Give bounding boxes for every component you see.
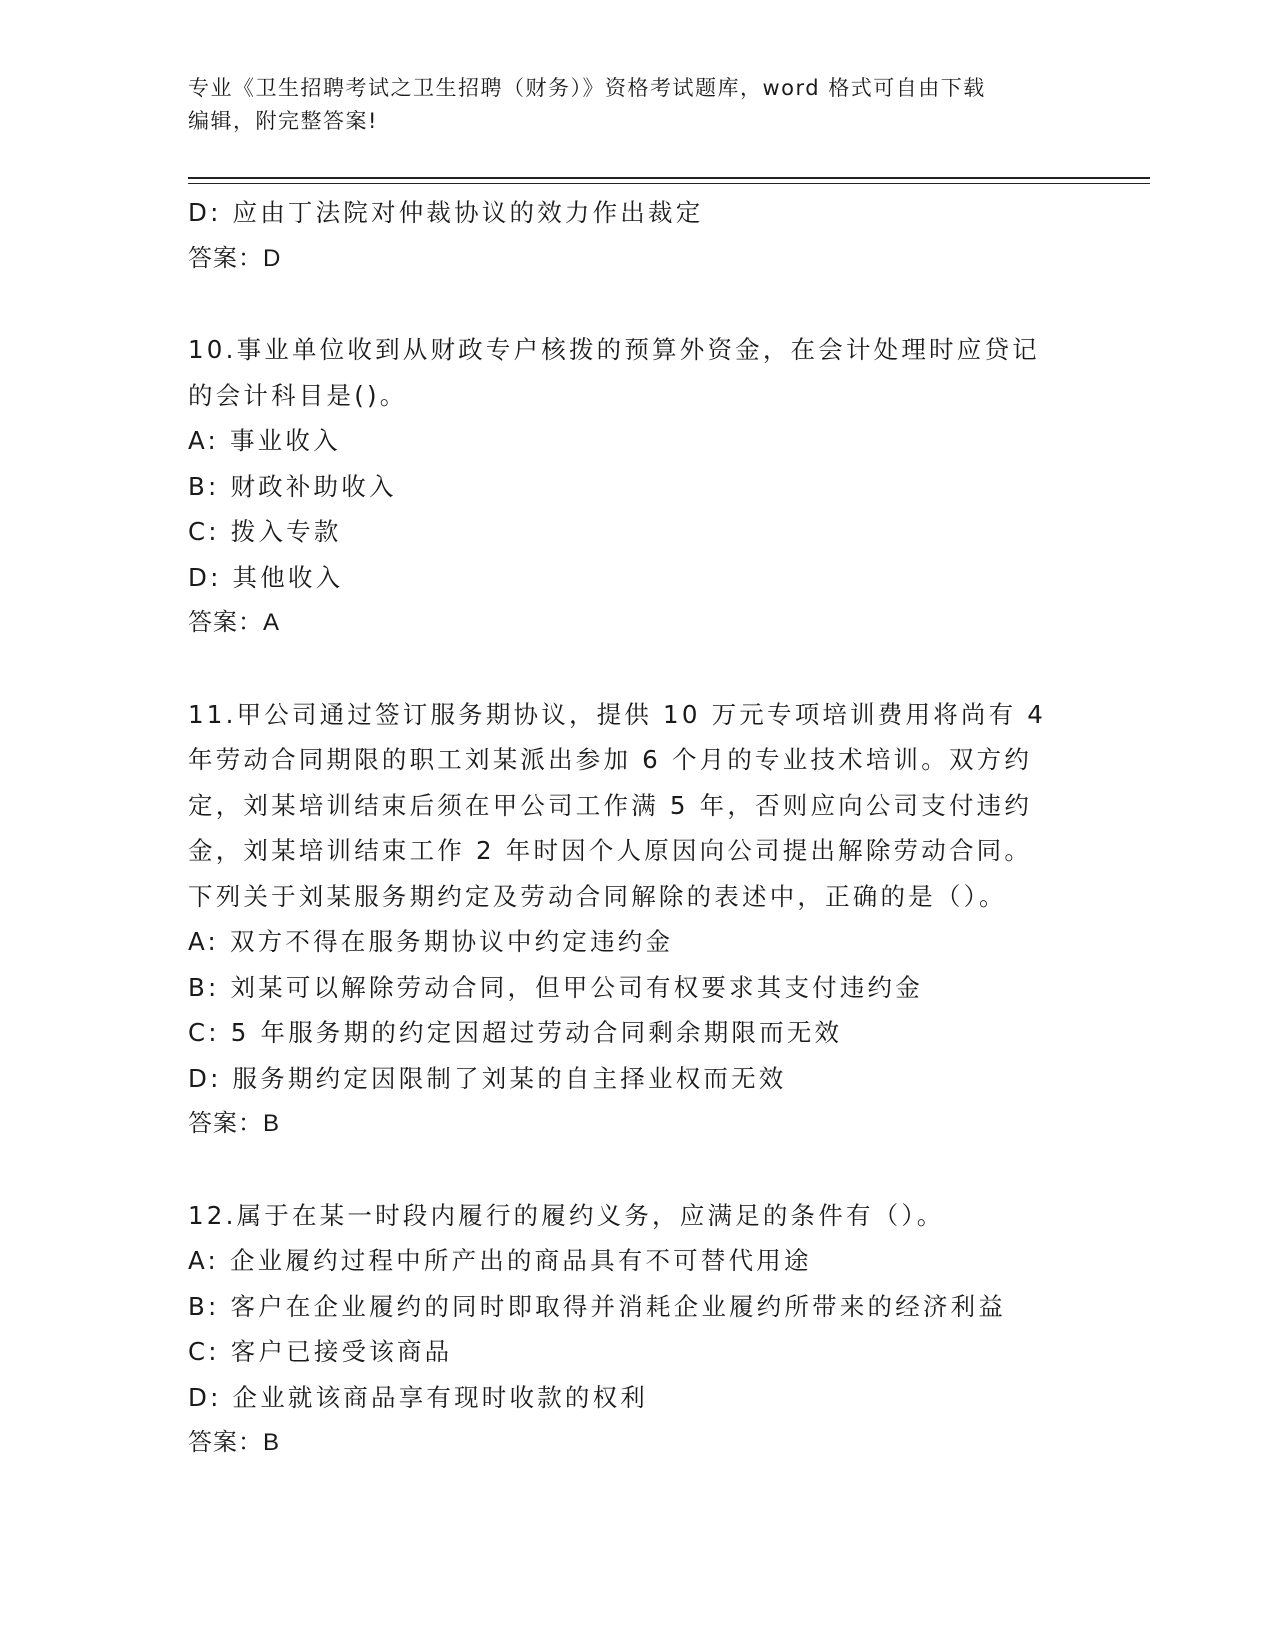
answer-label: 答案：A bbox=[188, 609, 281, 636]
option-a: A: 企业履约过程中所产出的商品具有不可替代用途 bbox=[188, 1246, 812, 1275]
option-b: B: 客户在企业履约的同时即取得并消耗企业履约所带来的经济利益 bbox=[188, 1291, 1007, 1321]
question-block-11 bbox=[188, 692, 1088, 1147]
header-line-2: 编辑，附完整答案! bbox=[188, 109, 378, 133]
question-text-line: 定，刘某培训结束后须在甲公司工作满 5 年，否则应向公司支付违约 bbox=[188, 790, 1033, 820]
question-text-line: 年劳动合同期限的职工刘某派出参加 6 个月的专业技术培训。双方约 bbox=[188, 745, 1033, 774]
header-divider bbox=[188, 177, 1150, 179]
option-c: C: 5 年服务期的约定因超过劳动合同剩余期限而无效 bbox=[188, 1018, 843, 1047]
question-list bbox=[188, 190, 1088, 1466]
answer-label: 答案：B bbox=[188, 1110, 281, 1137]
header-line-1: 专业《卫生招聘考试之卫生招聘（财务）》资格考试题库，word 格式可自由下载 bbox=[188, 76, 986, 100]
answer-label: 答案：D bbox=[188, 244, 282, 272]
option-d: D: 应由丁法院对仲裁协议的效力作出裁定 bbox=[188, 198, 704, 227]
question-block-12 bbox=[188, 1193, 1088, 1466]
option-a: A: 事业收入 bbox=[188, 426, 341, 455]
question-text-line: 金，刘某培训结束工作 2 年时因个人原因向公司提出解除劳动合同。 bbox=[188, 836, 1033, 865]
question-text-line: 的会计科目是()。 bbox=[188, 380, 408, 410]
option-c: C: 拨入专款 bbox=[188, 517, 342, 546]
document-header bbox=[188, 72, 1068, 138]
option-d: D: 其他收入 bbox=[188, 562, 344, 592]
option-a: A: 双方不得在服务期协议中约定违约金 bbox=[188, 927, 674, 956]
question-text-line: 10.事业单位收到从财政专户核拨的预算外资金，在会计处理时应贷记 bbox=[188, 335, 1040, 364]
option-c: C: 客户已接受该商品 bbox=[188, 1337, 453, 1366]
header-divider-thin bbox=[188, 183, 1150, 184]
question-text-line: 下列关于刘某服务期约定及劳动合同解除的表述中，正确的是（）。 bbox=[188, 881, 1007, 911]
option-d: D: 服务期约定因限制了刘某的自主择业权而无效 bbox=[188, 1063, 787, 1093]
option-b: B: 刘某可以解除劳动合同，但甲公司有权要求其支付违约金 bbox=[188, 972, 923, 1002]
question-text-line: 12.属于在某一时段内履行的履约义务，应满足的条件有（）。 bbox=[188, 1200, 945, 1230]
question-block-previous bbox=[188, 190, 1088, 281]
option-d: D: 企业就该商品享有现时收款的权利 bbox=[188, 1382, 649, 1412]
answer-label: 答案：B bbox=[188, 1429, 281, 1456]
option-b: B: 财政补助收入 bbox=[188, 471, 397, 501]
question-block-10 bbox=[188, 327, 1088, 646]
question-text-line: 11.甲公司通过签订服务期协议，提供 10 万元专项培训费用将尚有 4 bbox=[188, 699, 1047, 729]
